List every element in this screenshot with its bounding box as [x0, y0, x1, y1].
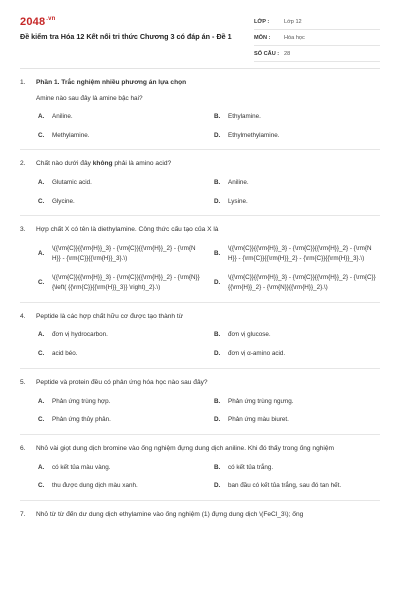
question-item [20, 225, 380, 303]
option-text: Aniline. [52, 112, 73, 120]
exam-info-panel [254, 14, 380, 62]
option-letter: A. [38, 249, 45, 257]
option-letter: B. [214, 112, 221, 120]
option-text: \({\rm{C}}{{\rm{H}}_3} - {\rm{C}}{{\rm{H}}_2} - {\rm{C}}{{\rm{H}}_2} - {\rm{N}}{{\rm{H}}_2}.\) [228, 274, 376, 292]
answer-options [38, 463, 380, 492]
meta-value: Hóa học [284, 34, 305, 41]
question-text-part: Chất nào dưới đây [36, 160, 93, 168]
logo-suffix-text: .vn [46, 16, 56, 22]
option-letter: A. [38, 463, 45, 471]
question-number: 3. [20, 226, 26, 234]
option-text: đơn vị glucose. [228, 331, 271, 339]
meta-value: Lớp 12 [284, 18, 302, 25]
question-item [20, 444, 380, 501]
option-text: Phản ứng trùng hợp. [52, 397, 111, 405]
answer-option[interactable] [214, 397, 380, 407]
question-text [36, 159, 380, 169]
option-letter: A. [38, 178, 45, 186]
meta-label: SỐ CÂU : [254, 50, 280, 57]
option-letter: C. [38, 279, 45, 287]
meta-row-class [254, 14, 380, 30]
option-letter: D. [214, 197, 221, 205]
option-letter: B. [214, 397, 221, 405]
option-letter: B. [214, 331, 221, 339]
question-item [20, 378, 380, 435]
answer-option[interactable] [214, 273, 380, 293]
question-number: 7. [20, 511, 26, 519]
answer-option[interactable] [214, 131, 380, 141]
question-number: 6. [20, 445, 26, 453]
option-text: \({\rm{C}}{{\rm{H}}_3} - {\rm{C}}{{\rm{H}}_2} - {\rm{NH}} - {\rm{C}}{{\rm{H}}_2} - {\rm{C}}{{\rm{H}}_3}.\) [228, 244, 372, 262]
answer-options [38, 397, 380, 426]
option-letter: C. [38, 416, 45, 424]
answer-option[interactable] [214, 330, 380, 340]
logo-main-text: 2048 [20, 16, 46, 28]
option-text: Lysine. [228, 197, 248, 205]
question-text-part: phải là amino acid? [112, 160, 172, 168]
answer-option[interactable] [38, 415, 204, 425]
option-text: \({\rm{C}}{{\rm{H}}_3} - {\rm{C}}{{\rm{H}}_2} - {\rm{N}}{\left( {{\rm{C}}{{\rm{H}}_3}} \right)_2}.\) [52, 274, 200, 292]
option-text: có kết tủa trắng. [228, 463, 274, 471]
option-letter: D. [214, 416, 221, 424]
question-text: Peptide và protein đều có phản ứng hóa học nào sau đây? [36, 378, 208, 386]
option-letter: A. [38, 331, 45, 339]
option-text: Ethylamine. [228, 112, 261, 120]
answer-option[interactable] [38, 481, 204, 491]
question-text: Nhỏ vài giọt dung dịch bromine vào ống nghiệm đựng dung dịch aniline. Khi đó thấy trong ống nghiệm [36, 445, 335, 453]
option-text: thu được dung dịch màu xanh. [52, 482, 138, 490]
option-text: Glycine. [52, 197, 75, 205]
question-emphasis: không [92, 160, 113, 168]
option-letter: B. [214, 463, 221, 471]
option-letter: D. [214, 131, 221, 139]
meta-row-question-count [254, 46, 380, 62]
answer-options [38, 330, 380, 359]
option-letter: A. [38, 397, 45, 405]
option-letter: D. [214, 279, 221, 287]
option-text: Phản ứng màu biuret. [228, 416, 289, 424]
header-divider [20, 68, 380, 69]
answer-option[interactable] [38, 178, 204, 188]
option-text: đơn vị hydrocarbon. [52, 331, 108, 339]
question-text: Peptide là các hợp chất hữu cơ được tạo thành từ [36, 312, 184, 320]
question-number: 2. [20, 160, 26, 168]
option-text: có kết tủa màu vàng. [52, 463, 111, 471]
option-letter: B. [214, 178, 221, 186]
option-letter: C. [38, 350, 45, 358]
question-text: Hợp chất X có tên là diethylamine. Công thức cấu tạo của X là [36, 226, 219, 234]
option-text: ban đầu có kết tủa trắng, sau đó tan hết. [228, 482, 342, 490]
option-letter: D. [214, 350, 221, 358]
question-number: 5. [20, 378, 26, 386]
question-item [20, 78, 380, 150]
answer-option[interactable] [38, 397, 204, 407]
answer-option[interactable] [214, 349, 380, 359]
section-heading: Phần 1. Trắc nghiệm nhiều phương án lựa chọn [36, 79, 187, 86]
answer-option[interactable] [214, 112, 380, 122]
option-text: \({\rm{C}}{{\rm{H}}_3} - {\rm{C}}{{\rm{H}}_2} - {\rm{NH}} - {\rm{C}}{{\rm{H}}_3}.\) [52, 244, 196, 262]
option-text: đơn vị α-amino acid. [228, 350, 286, 358]
answer-option[interactable] [38, 131, 204, 141]
option-letter: A. [38, 112, 45, 120]
answer-options [38, 244, 380, 293]
question-item [20, 312, 380, 369]
option-letter: D. [214, 482, 221, 490]
question-text: Amine nào sau đây là amine bậc hai? [36, 94, 143, 102]
meta-value: 28 [284, 50, 291, 57]
answer-options [38, 112, 380, 141]
option-text: Phản ứng trùng ngưng. [228, 397, 294, 405]
answer-option[interactable] [38, 244, 204, 264]
question-number: 4. [20, 312, 26, 320]
question-text: Nhỏ từ từ đến dư dung dịch ethylamine vào ống nghiệm (1) đựng dung dịch \(FeCl_3\); ống [36, 511, 304, 519]
answer-option[interactable] [214, 481, 380, 491]
answer-option[interactable] [38, 330, 204, 340]
option-letter: C. [38, 482, 45, 490]
option-letter: C. [38, 131, 45, 139]
option-text: Methylamine. [52, 131, 90, 139]
option-letter: B. [214, 249, 221, 257]
answer-option[interactable] [214, 415, 380, 425]
question-item [20, 510, 380, 529]
answer-option[interactable] [214, 463, 380, 473]
option-text: Ethylmethylamine. [228, 131, 280, 139]
option-text: acid béo. [52, 350, 78, 358]
option-letter: C. [38, 197, 45, 205]
meta-label: LỚP : [254, 18, 270, 25]
question-item [20, 159, 380, 216]
answer-option[interactable] [214, 244, 380, 264]
answer-option[interactable] [38, 463, 204, 473]
answer-option[interactable] [38, 197, 204, 207]
page-header [0, 0, 400, 66]
option-text: Phản ứng thủy phân. [52, 416, 111, 424]
answer-options [38, 178, 380, 207]
document-title: Đề kiểm tra Hóa 12 Kết nối tri thức Chương 3 có đáp án - Đề 1 [20, 32, 232, 41]
question-number: 1. [20, 79, 26, 86]
answer-option[interactable] [214, 178, 380, 188]
answer-option[interactable] [38, 112, 204, 122]
question-list [20, 78, 380, 538]
option-text: Aniline. [228, 178, 249, 186]
site-logo[interactable] [20, 16, 56, 28]
answer-option[interactable] [38, 273, 204, 293]
option-text: Glutamic acid. [52, 178, 92, 186]
answer-option[interactable] [38, 349, 204, 359]
answer-option[interactable] [214, 197, 380, 207]
meta-row-subject [254, 30, 380, 46]
meta-label: MÔN : [254, 34, 271, 41]
